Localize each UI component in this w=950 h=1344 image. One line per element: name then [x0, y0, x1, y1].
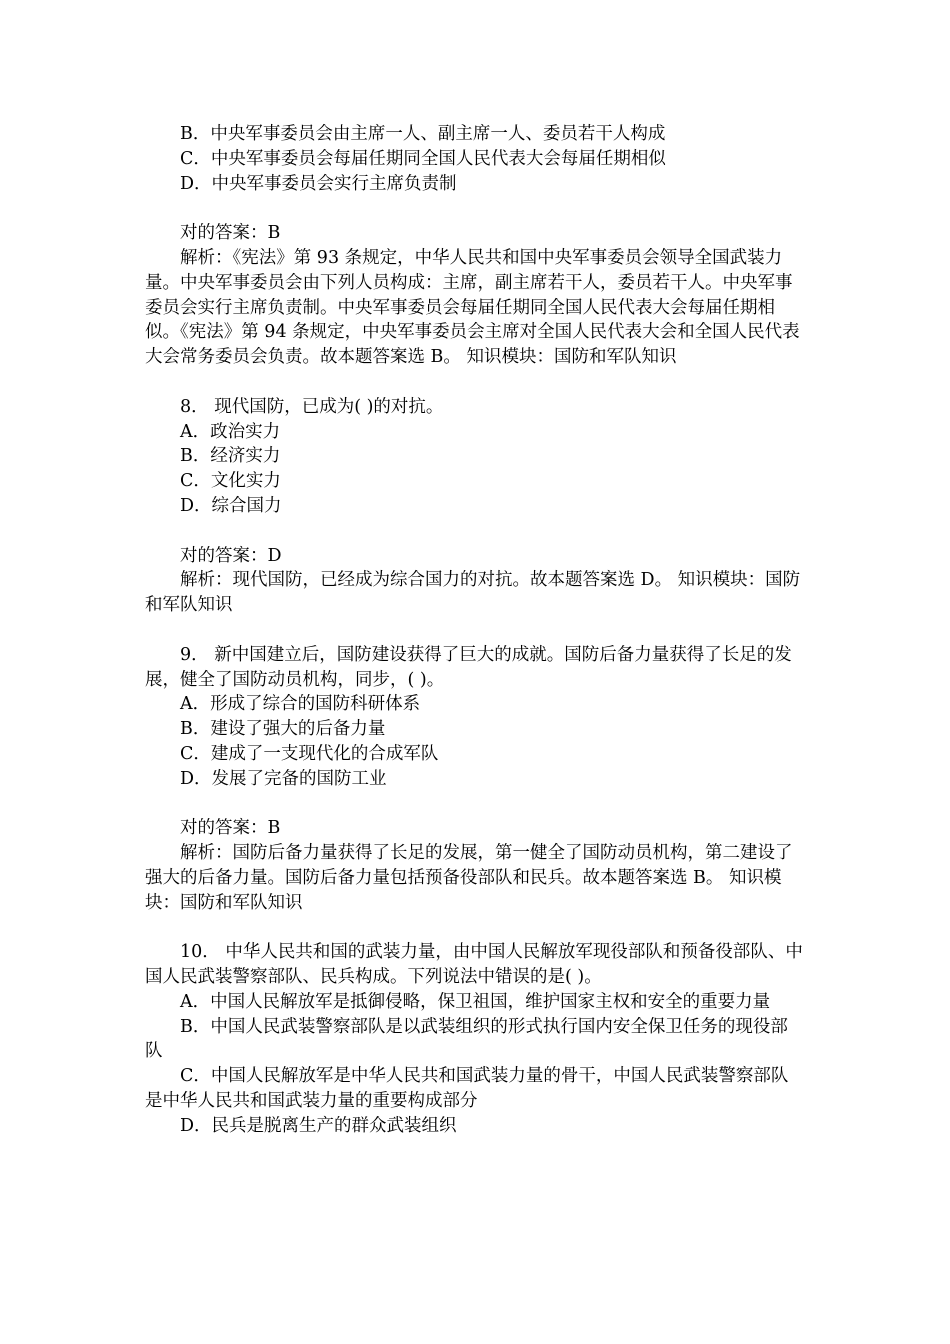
q9-option-c: C．建成了一支现代化的合成军队: [180, 743, 439, 764]
q8-analysis: 解析：现代国防，已经成为综合国力的对抗。故本题答案选 D。 知识模块：国防和军队知识: [145, 570, 801, 616]
q7-answer: 对的答案：B: [180, 223, 281, 244]
q9-analysis: 解析：国防后备力量获得了长足的发展，第一健全了国防动员机构，第二建设了强大的后备力量。国防后备力量包括预备役部队和民兵。故本题答案选 B。 知识模块：国防和军队知识: [145, 843, 793, 913]
q9-option-d: D．发展了完备的国防工业: [180, 768, 387, 789]
q9-question: 9． 新中国建立后，国防建设获得了巨大的成就。国防后备力量获得了长足的发展，健全了国防动员机构，同步，( )。: [145, 644, 792, 690]
q9-answer: 对的答案：B: [180, 818, 281, 839]
q7-analysis: 解析：《宪法》第 93 条规定，中华人民共和国中央军事委员会领导全国武装力量。中央军事委员会由下列人员构成：主席，副主席若干人，委员若干人。中央军事委员会实行主席负责制。中央军事委员会每届任期同全国人民代表大会每届任期相似。《宪法》第 94 条规定，中央军事委员会主席对全国人民代表大会和全国人民代表大会常务委员会负责。故本题答案选 B。 知识模块：国防和军队知识: [145, 247, 800, 368]
q10-option-d: D．民兵是脱离生产的群众武装组织: [180, 1115, 457, 1136]
q8-question: 8． 现代国防，已成为( )的对抗。: [180, 396, 444, 417]
spacer: [145, 370, 805, 395]
q10-question: 10． 中华人民共和国的武装力量，由中国人民解放军现役部队和预备役部队、中国人民武装警察部队、民兵构成。下列说法中错误的是( )。: [145, 942, 803, 988]
q9-option-b: B．建设了强大的后备力量: [180, 719, 386, 740]
q10-option-c: C．中国人民解放军是中华人民共和国武装力量的骨干，中国人民武装警察部队是中华人民共和国武装力量的重要构成部分: [145, 1066, 789, 1112]
spacer: [145, 916, 805, 941]
q8-option-c: C．文化实力: [180, 471, 281, 492]
spacer: [145, 792, 805, 817]
document-page: [145, 122, 805, 1139]
q7-option-d: D．中央军事委员会实行主席负责制: [180, 173, 457, 194]
q8-option-b: B．经济实力: [180, 446, 281, 467]
q9-option-a: A．形成了综合的国防科研体系: [180, 694, 421, 715]
q8-option-d: D．综合国力: [180, 495, 282, 516]
q10-option-a: A．中国人民解放军是抵御侵略，保卫祖国，维护国家主权和安全的重要力量: [180, 991, 771, 1012]
q8-answer: 对的答案：D: [180, 545, 282, 566]
q7-option-c: C．中央军事委员会每届任期同全国人民代表大会每届任期相似: [180, 148, 666, 169]
spacer: [145, 519, 805, 544]
spacer: [145, 618, 805, 643]
spacer: [145, 196, 805, 221]
q7-option-b: B．中央军事委员会由主席一人、副主席一人、委员若干人构成: [180, 124, 666, 144]
q10-option-b: B．中国人民武装警察部队是以武装组织的形式执行国内安全保卫任务的现役部队: [145, 1016, 788, 1062]
q8-option-a: A．政治实力: [180, 421, 281, 442]
